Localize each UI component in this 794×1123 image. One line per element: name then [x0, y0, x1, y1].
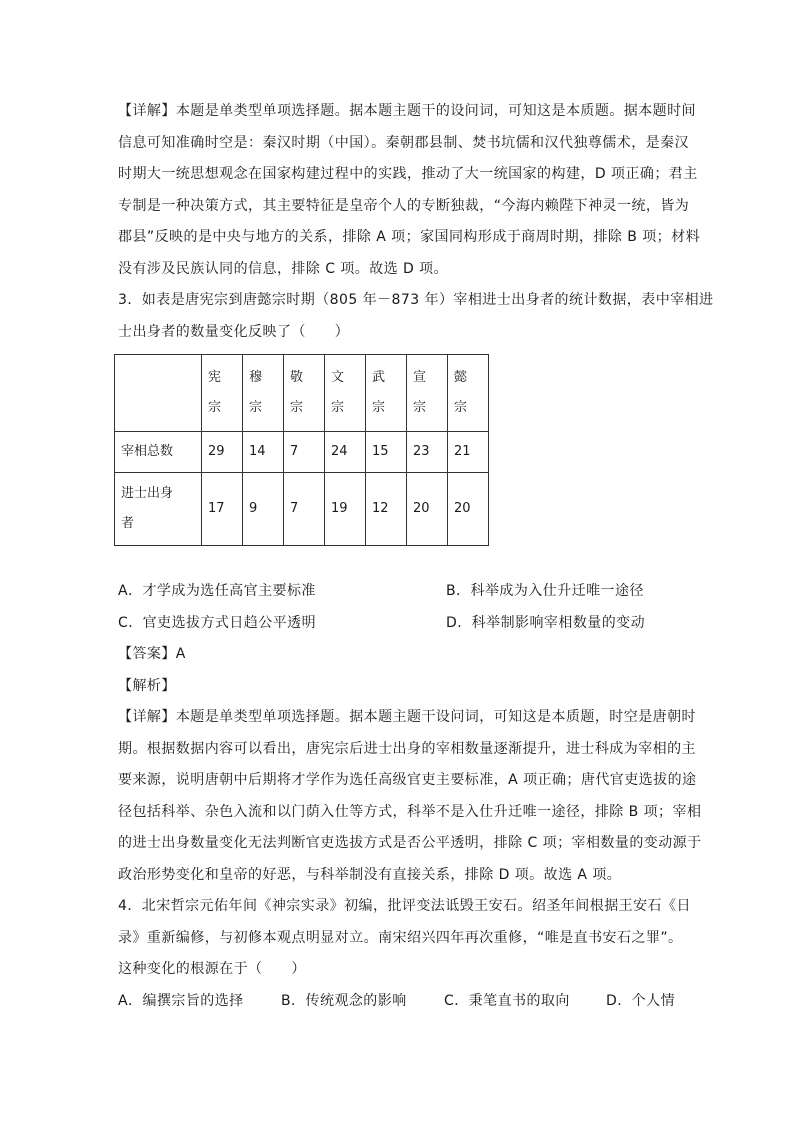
detail-paragraph-line: 期。根据数据内容可以看出，唐宪宗后进士出身的宰相数量逐渐提升，进士科成为宰相的主 — [118, 740, 696, 757]
option-b: B．传统观念的影响 — [281, 992, 407, 1009]
detail-paragraph-line: 【详解】本题是单类型单项选择题。据本题主题干的设问词，可知这是本质题。据本题时间 — [118, 103, 697, 119]
option-a: A．才学成为选任高官主要标准 — [118, 583, 316, 599]
table-cell: 12 — [366, 473, 407, 546]
option-d: D．科举制影响宰相数量的变动 — [446, 614, 646, 631]
question-3-stem: 3．如表是唐宪宗到唐懿宗时期（805 年－873 年）宰相进士出身者的统计数据，表中宰相进 — [118, 292, 714, 308]
table-cell: 20 — [407, 473, 448, 546]
table-cell: 19 — [325, 473, 366, 546]
table-cell: 14 — [243, 432, 284, 473]
answer-label: 【答案】A — [118, 646, 186, 662]
detail-paragraph-line: 径包括科举、杂色入流和以门荫入仕等方式，科举不是入仕升迁唯一途径，排除 B 项；宰相 — [118, 803, 702, 820]
table-cell: 21 — [448, 432, 489, 473]
table-cell: 29 — [202, 432, 243, 473]
question-4-stem: 4．北宋哲宗元佑年间《神宗实录》初编，批评变法诋毁王安石。绍圣年间根据王安石《日 — [118, 898, 691, 914]
q4-options-row — [118, 986, 678, 1018]
detail-paragraph-line: 没有涉及民族认同的信息，排除 C 项。故选 D 项。 — [118, 260, 449, 277]
row-label-jinshi: 进士出身 者 — [115, 473, 202, 546]
table-row — [115, 473, 489, 546]
option-d: D．个人情 — [606, 992, 676, 1009]
q3-options-row — [118, 576, 678, 608]
detail-paragraph-line: 信息可知准确时空是：秦汉时期（中国）。秦朝郡县制、焚书坑儒和汉代独尊儒术，是秦汉 — [118, 134, 689, 151]
table-corner-cell — [115, 355, 202, 432]
table-cell: 24 — [325, 432, 366, 473]
question-4-stem: 录》重新编修，与初修本观点明显对立。南宋绍兴四年再次重修，“唯是直书安石之罪”。 — [118, 929, 683, 946]
option-c: C．秉笔直书的取向 — [444, 992, 570, 1009]
option-c: C．官吏选拔方式日趋公平透明 — [118, 614, 317, 631]
row-label-total: 宰相总数 — [115, 432, 202, 473]
detail-paragraph-line: 郡县”反映的是中央与地方的关系，排除 A 项；家国同构形成于商周时期，排除 B 项；材料 — [118, 229, 701, 245]
table-header-cell: 宣 宗 — [407, 355, 448, 432]
option-b: B．科举成为入仕升迁唯一途径 — [446, 583, 644, 599]
detail-paragraph-line: 专制是一种决策方式，其主要特征是皇帝个人的专断独裁，“今海内赖陛下神灵一统，皆为 — [118, 197, 690, 214]
document-page — [118, 96, 714, 1017]
detail-tag: 【详解】 — [118, 709, 176, 725]
table-header-cell: 文 宗 — [325, 355, 366, 432]
detail-tag: 【详解】 — [118, 103, 176, 119]
table-cell: 17 — [202, 473, 243, 546]
chancellor-statistics-table — [114, 354, 489, 546]
table-header-cell: 宪 宗 — [202, 355, 243, 432]
option-a: A．编撰宗旨的选择 — [118, 992, 244, 1009]
q3-options-row — [118, 608, 678, 640]
detail-paragraph-line: 要来源，说明唐朝中后期将才学作为选任高级官吏主要标准，A 项正确；唐代官吏选拔的途 — [118, 772, 697, 788]
detail-paragraph-line: 的进士出身数量变化无法判断官吏选拔方式是否公平透明，排除 C 项；宰相数量的变动源于 — [118, 835, 702, 851]
detail-paragraph-line: 政治形势变化和皇帝的好恶，与科举制没有直接关系，排除 D 项。故选 A 项。 — [118, 866, 622, 883]
question-4-stem: 这种变化的根源在于（ ） — [118, 961, 306, 977]
table-cell: 20 — [448, 473, 489, 546]
question-3-stem: 士出身者的数量变化反映了（ ） — [118, 323, 350, 340]
table-header-row — [115, 355, 489, 432]
table-cell: 7 — [284, 432, 325, 473]
table-row — [115, 432, 489, 473]
table-header-cell: 穆 宗 — [243, 355, 284, 432]
table-cell: 9 — [243, 473, 284, 546]
detail-paragraph-line: 【详解】本题是单类型单项选择题。据本题主题干设问词，可知这是本质题，时空是唐朝时 — [118, 709, 697, 725]
detail-paragraph-line: 时期大一统思想观念在国家构建过程中的实践，推动了大一统国家的构建，D 项正确；君主 — [118, 166, 698, 182]
table-header-cell: 懿 宗 — [448, 355, 489, 432]
table-cell: 23 — [407, 432, 448, 473]
table-cell: 15 — [366, 432, 407, 473]
table-cell: 7 — [284, 473, 325, 546]
table-header-cell: 敬 宗 — [284, 355, 325, 432]
analysis-label: 【解析】 — [118, 677, 176, 694]
table-header-cell: 武 宗 — [366, 355, 407, 432]
